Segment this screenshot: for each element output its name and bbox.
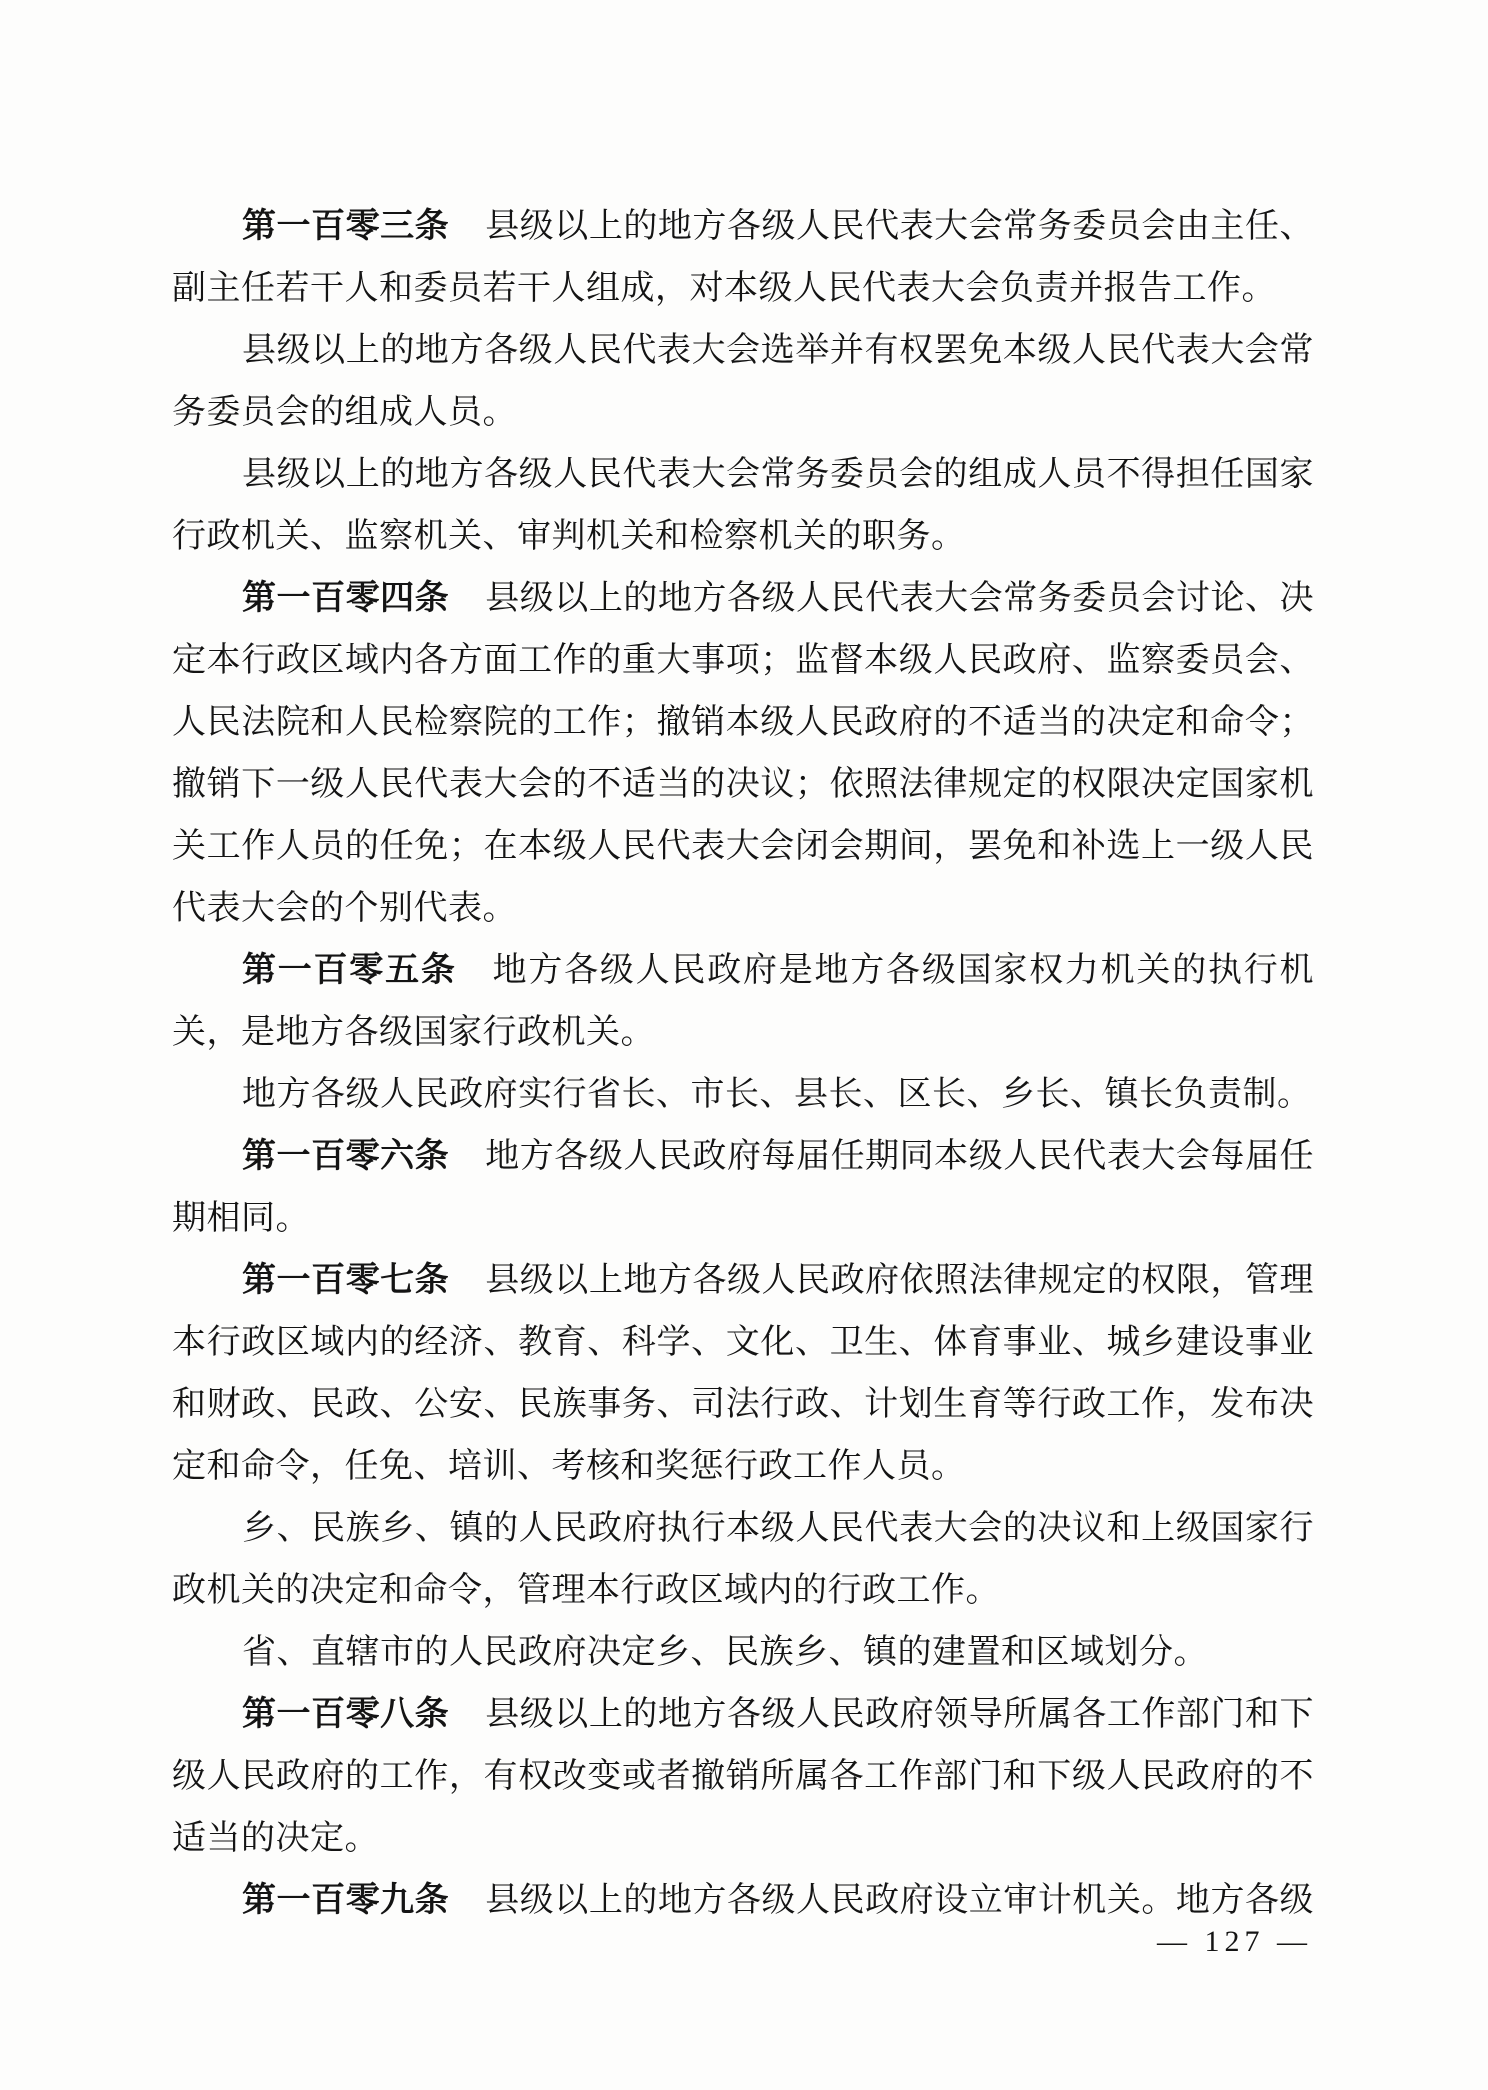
text-line bbox=[172, 506, 1314, 568]
article-number: 第一百零五条 bbox=[242, 952, 457, 989]
text-line bbox=[172, 1436, 1314, 1498]
text-line bbox=[172, 1312, 1314, 1374]
line-text: 副主任若干人和委员若干人组成，对本级人民代表大会负责并报告工作。 bbox=[172, 270, 1276, 307]
text-line bbox=[172, 1498, 1314, 1560]
line-text: 关工作人员的任免；在本级人民代表大会闭会期间，罢免和补选上一级人民 bbox=[172, 828, 1314, 865]
text-line bbox=[172, 1684, 1314, 1746]
line-text: 县级以上的地方各级人民代表大会选举并有权罢免本级人民代表大会常 bbox=[242, 332, 1314, 369]
line-text: 级人民政府的工作，有权改变或者撤销所属各工作部门和下级人民政府的不 bbox=[172, 1758, 1314, 1795]
line-text: 县级以上的地方各级人民代表大会常务委员会讨论、决 bbox=[485, 580, 1315, 617]
text-line bbox=[172, 1622, 1314, 1684]
line-text: 县级以上的地方各级人民政府设立审计机关。地方各级 bbox=[485, 1882, 1315, 1919]
line-text: 省、直辖市的人民政府决定乡、民族乡、镇的建置和区域划分。 bbox=[242, 1634, 1208, 1671]
text-line bbox=[172, 444, 1314, 506]
text-line bbox=[172, 1808, 1314, 1870]
article-number: 第一百零七条 bbox=[242, 1262, 450, 1299]
text-line bbox=[172, 1746, 1314, 1808]
line-text: 定和命令，任免、培训、考核和奖惩行政工作人员。 bbox=[172, 1448, 966, 1485]
text-line bbox=[172, 382, 1314, 444]
line-text: 代表大会的个别代表。 bbox=[172, 890, 517, 927]
article-number: 第一百零八条 bbox=[242, 1696, 450, 1733]
line-text: 期相同。 bbox=[172, 1200, 310, 1237]
line-text: 地方各级人民政府是地方各级国家权力机关的执行机 bbox=[492, 952, 1315, 989]
text-line bbox=[172, 754, 1314, 816]
article-number: 第一百零九条 bbox=[242, 1882, 450, 1919]
text-line bbox=[172, 1250, 1314, 1312]
text-line bbox=[172, 1188, 1314, 1250]
line-text: 人民法院和人民检察院的工作；撤销本级人民政府的不适当的决定和命令； bbox=[172, 704, 1314, 741]
text-line bbox=[172, 568, 1314, 630]
text-line bbox=[172, 1560, 1314, 1622]
line-text: 县级以上地方各级人民政府依照法律规定的权限，管理 bbox=[485, 1262, 1315, 1299]
text-line bbox=[172, 1870, 1314, 1932]
line-text: 行政机关、监察机关、审判机关和检察机关的职务。 bbox=[172, 518, 966, 555]
text-line bbox=[172, 940, 1314, 1002]
text-line bbox=[172, 1126, 1314, 1188]
line-text: 定本行政区域内各方面工作的重大事项；监督本级人民政府、监察委员会、 bbox=[172, 642, 1314, 679]
article-number: 第一百零六条 bbox=[242, 1138, 450, 1175]
text-line bbox=[172, 692, 1314, 754]
text-line bbox=[172, 320, 1314, 382]
text-line bbox=[172, 630, 1314, 692]
line-text: 撤销下一级人民代表大会的不适当的决议；依照法律规定的权限决定国家机 bbox=[172, 766, 1314, 803]
line-text: 本行政区域内的经济、教育、科学、文化、卫生、体育事业、城乡建设事业 bbox=[172, 1324, 1314, 1361]
legal-text-block bbox=[172, 196, 1314, 1932]
line-text: 地方各级人民政府每届任期同本级人民代表大会每届任 bbox=[485, 1138, 1315, 1175]
line-text: 适当的决定。 bbox=[172, 1820, 379, 1857]
text-line bbox=[172, 1064, 1314, 1126]
line-text: 务委员会的组成人员。 bbox=[172, 394, 517, 431]
text-line bbox=[172, 1002, 1314, 1064]
line-text: 乡、民族乡、镇的人民政府执行本级人民代表大会的决议和上级国家行 bbox=[242, 1510, 1314, 1547]
text-line bbox=[172, 1374, 1314, 1436]
line-text: 和财政、民政、公安、民族事务、司法行政、计划生育等行政工作，发布决 bbox=[172, 1386, 1314, 1423]
line-text: 政机关的决定和命令，管理本行政区域内的行政工作。 bbox=[172, 1572, 1000, 1609]
text-line bbox=[172, 196, 1314, 258]
line-text: 地方各级人民政府实行省长、市长、县长、区长、乡长、镇长负责制。 bbox=[242, 1076, 1312, 1113]
line-text: 县级以上的地方各级人民代表大会常务委员会的组成人员不得担任国家 bbox=[242, 456, 1314, 493]
line-text: 关，是地方各级国家行政机关。 bbox=[172, 1014, 655, 1051]
line-text: 县级以上的地方各级人民代表大会常务委员会由主任、 bbox=[485, 208, 1315, 245]
article-number: 第一百零三条 bbox=[242, 208, 450, 245]
article-number: 第一百零四条 bbox=[242, 580, 450, 617]
text-line bbox=[172, 878, 1314, 940]
text-line bbox=[172, 258, 1314, 320]
text-line bbox=[172, 816, 1314, 878]
line-text: 县级以上的地方各级人民政府领导所属各工作部门和下 bbox=[485, 1696, 1315, 1733]
page-number: — 127 — bbox=[1157, 1925, 1312, 1958]
